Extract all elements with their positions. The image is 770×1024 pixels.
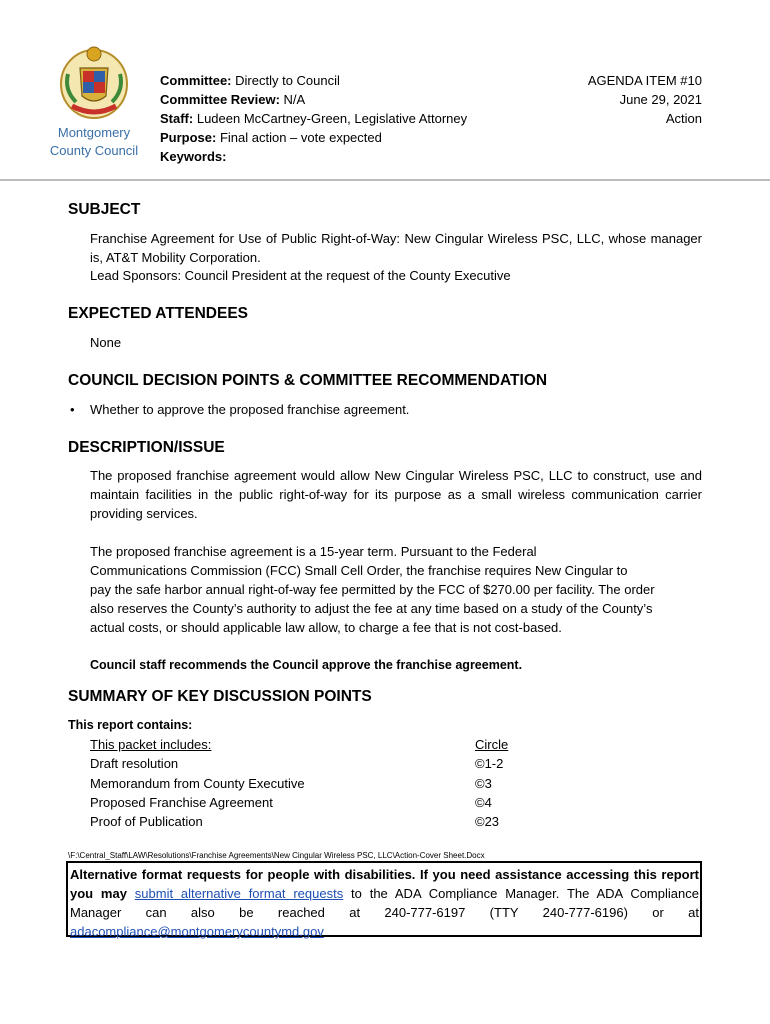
- report-contains: This report contains:: [68, 718, 193, 732]
- decision-heading: COUNCIL DECISION POINTS & COMMITTEE RECOMMENDATION: [68, 372, 548, 389]
- ada-bold-text: Alternative format requests for people with disabilities. If you need assistance accessing this report you may: [70, 867, 699, 901]
- list-item: ©4: [475, 794, 492, 810]
- committee-row: Committee: Directly to Council: [160, 73, 340, 88]
- committee-review-row: Committee Review: N/A: [160, 92, 306, 107]
- decision-bullet-text: Whether to approve the proposed franchise agreement.: [90, 402, 410, 417]
- agenda-info: [588, 71, 702, 128]
- circle-page-list: [475, 735, 508, 831]
- org-name-line1: Montgomery: [57, 125, 131, 140]
- header-meta: [160, 71, 467, 166]
- staff-recommendation: Council staff recommends the Council approve the franchise agreement.: [90, 658, 523, 672]
- list-item: Proposed Franchise Agreement: [90, 794, 273, 810]
- list-item: Memorandum from County Executive: [90, 775, 305, 791]
- ada-email-link[interactable]: adacompliance@montgomerycountymd.gov: [70, 924, 324, 939]
- agenda-item-number: AGENDA ITEM #10: [587, 73, 702, 88]
- agenda-date: June 29, 2021: [619, 92, 702, 107]
- agenda-action: Action: [665, 111, 702, 126]
- ada-notice-box: [66, 861, 702, 937]
- attendees-text: None: [90, 335, 122, 350]
- alternative-format-link[interactable]: submit alternative format requests: [134, 886, 344, 901]
- packet-includes-header: This packet includes:: [90, 737, 212, 752]
- org-name: [44, 124, 144, 160]
- summary-heading: SUMMARY OF KEY DISCUSSION POINTS: [68, 688, 372, 705]
- ada-text: to the ADA Compliance Manager. The ADA Compliance Manager can also be reached at 240-777-6197 (TTY 240-777-6196) or at: [70, 886, 699, 920]
- subject-heading: SUBJECT: [68, 201, 141, 218]
- purpose-row: Purpose: Final action – vote expected: [160, 130, 382, 145]
- attendees-heading: EXPECTED ATTENDEES: [68, 305, 248, 322]
- header-divider: [0, 179, 770, 181]
- bullet-dot: •: [70, 402, 75, 417]
- file-path: \F:\Central_Staff\LAW\Resolutions\Franchise Agreements\New Cingular Wireless PSC, LLC\Action-Cover Sheet.Docx: [68, 851, 485, 860]
- circle-header: Circle: [475, 737, 509, 752]
- subject-text: Franchise Agreement for Use of Public Right-of-Way: New Cingular Wireless PSC, LLC, whose manager is, AT&T Mobility Corporation.: [90, 231, 702, 265]
- staff-row: Staff: Ludeen McCartney-Green, Legislative Attorney: [160, 111, 468, 126]
- description-para1: The proposed franchise agreement would allow New Cingular Wireless PSC, LLC to construct, use and maintain facilities in the public right-of-way for its purpose as a small wireless communication carrier providing services.: [90, 468, 702, 521]
- keywords-row: Keywords:: [160, 149, 227, 164]
- packet-contents-list: [90, 735, 305, 831]
- org-name-line2: County Council: [49, 143, 139, 158]
- county-seal-logo: [58, 44, 130, 124]
- list-item: ©1-2: [475, 756, 504, 772]
- list-item: ©23: [475, 814, 500, 830]
- list-item: ©3: [475, 775, 492, 791]
- description-heading: DESCRIPTION/ISSUE: [68, 439, 225, 456]
- list-item: Proof of Publication: [90, 814, 203, 830]
- lead-sponsors: Lead Sponsors: Council President at the request of the County Executive: [90, 268, 511, 283]
- list-item: Draft resolution: [90, 756, 179, 772]
- description-para2: The proposed franchise agreement is a 15-year term. Pursuant to the Federal Communications Commission (FCC) Small Cell Order, the franchise requires New Cingular to pay the safe harbor annual right-of-way fee permitted by the FCC of $270.00 per facility. The order also reserves the County’s authority to adjust the fee at any time based on a study of the County’s actual costs, or should applicable law allow, to charge a fee that is not cost-based.: [90, 544, 655, 635]
